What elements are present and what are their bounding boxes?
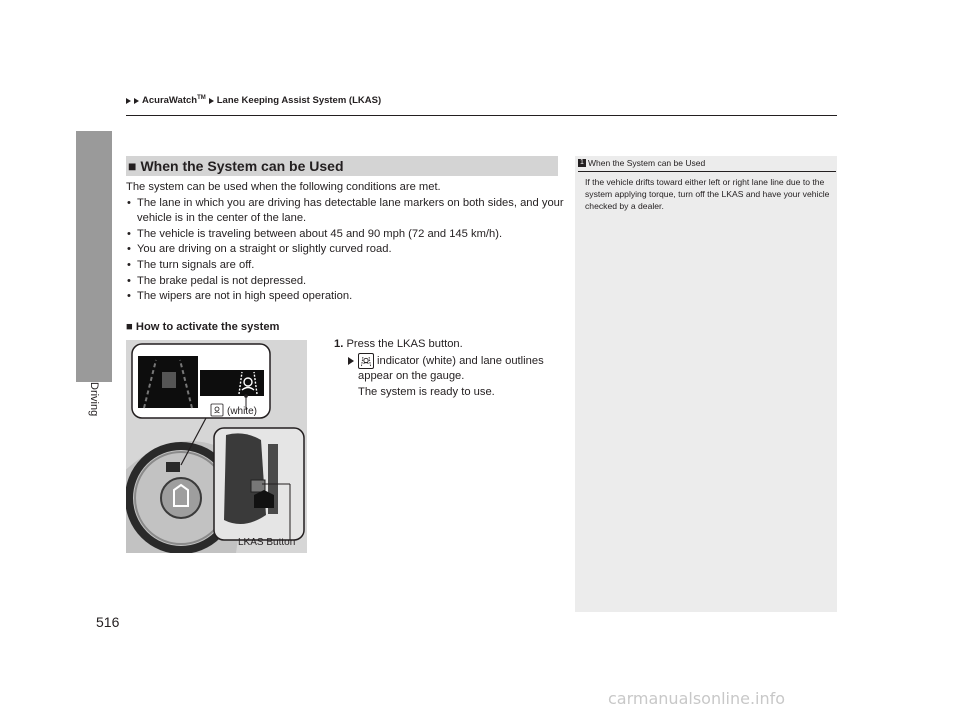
conditions-list [126, 196, 566, 305]
activate-subheading: ■ How to activate the system [126, 321, 280, 333]
result-arrow-icon [348, 357, 354, 365]
sidebar-rule [578, 171, 836, 172]
activation-step [334, 337, 564, 400]
subheading-square-icon: ■ [126, 321, 133, 333]
breadcrumb-arrow-icon [126, 98, 131, 104]
list-item: • The brake pedal is not depressed. [126, 274, 566, 290]
result-text-2: appear on the gauge. [358, 370, 465, 383]
dashboard-illustration [126, 340, 307, 553]
list-item: • The lane in which you are driving has detectable lane markers on both sides, and your vehicle is in the center of the lane. [126, 196, 566, 227]
sidebar-panel [575, 156, 837, 612]
header-rule [126, 115, 837, 116]
sidebar-title: 1 When the System can be Used [578, 158, 705, 168]
lkas-indicator-icon [358, 353, 374, 369]
lkas-button-label: LKAS Button [238, 537, 296, 548]
breadcrumb-current: Lane Keeping Assist System (LKAS) [216, 95, 382, 107]
heading-square-icon: ■ [128, 158, 137, 174]
section-heading: ■ When the System can be Used [126, 156, 558, 176]
chapter-tab [76, 131, 112, 382]
lkas-illustration [126, 340, 307, 553]
sidebar-text: If the vehicle drifts toward either left or right lane line due to the system applying torque, turn off the LKAS and have your vehicle checked by a dealer. [585, 177, 830, 211]
page-number: 516 [96, 614, 120, 630]
list-item: • The wipers are not in high speed operation. [126, 289, 566, 305]
breadcrumb-arrow-icon [209, 98, 214, 104]
breadcrumb [126, 95, 381, 106]
section-body [126, 180, 566, 305]
result-text-3: The system is ready to use. [358, 385, 495, 398]
list-item: • The turn signals are off. [126, 258, 566, 274]
breadcrumb-arrow-icon [134, 98, 139, 104]
white-indicator-label: (white) [227, 406, 258, 417]
step-text: Press the LKAS button. [346, 338, 463, 350]
step-number: 1. [334, 338, 344, 350]
watermark: carmanualsonline.info [608, 689, 786, 708]
list-item: • You are driving on a straight or slightly curved road. [126, 242, 566, 258]
list-item: • The vehicle is traveling between about 45 and 90 mph (72 and 145 km/h). [126, 227, 566, 243]
result-text-1: indicator (white) and lane outlines [377, 354, 544, 367]
intro-text: The system can be used when the following conditions are met. [126, 181, 441, 193]
reference-icon: 1 [578, 159, 586, 167]
breadcrumb-parent[interactable]: AcuraWatch™ [142, 95, 206, 107]
chapter-label: Driving [88, 382, 100, 417]
